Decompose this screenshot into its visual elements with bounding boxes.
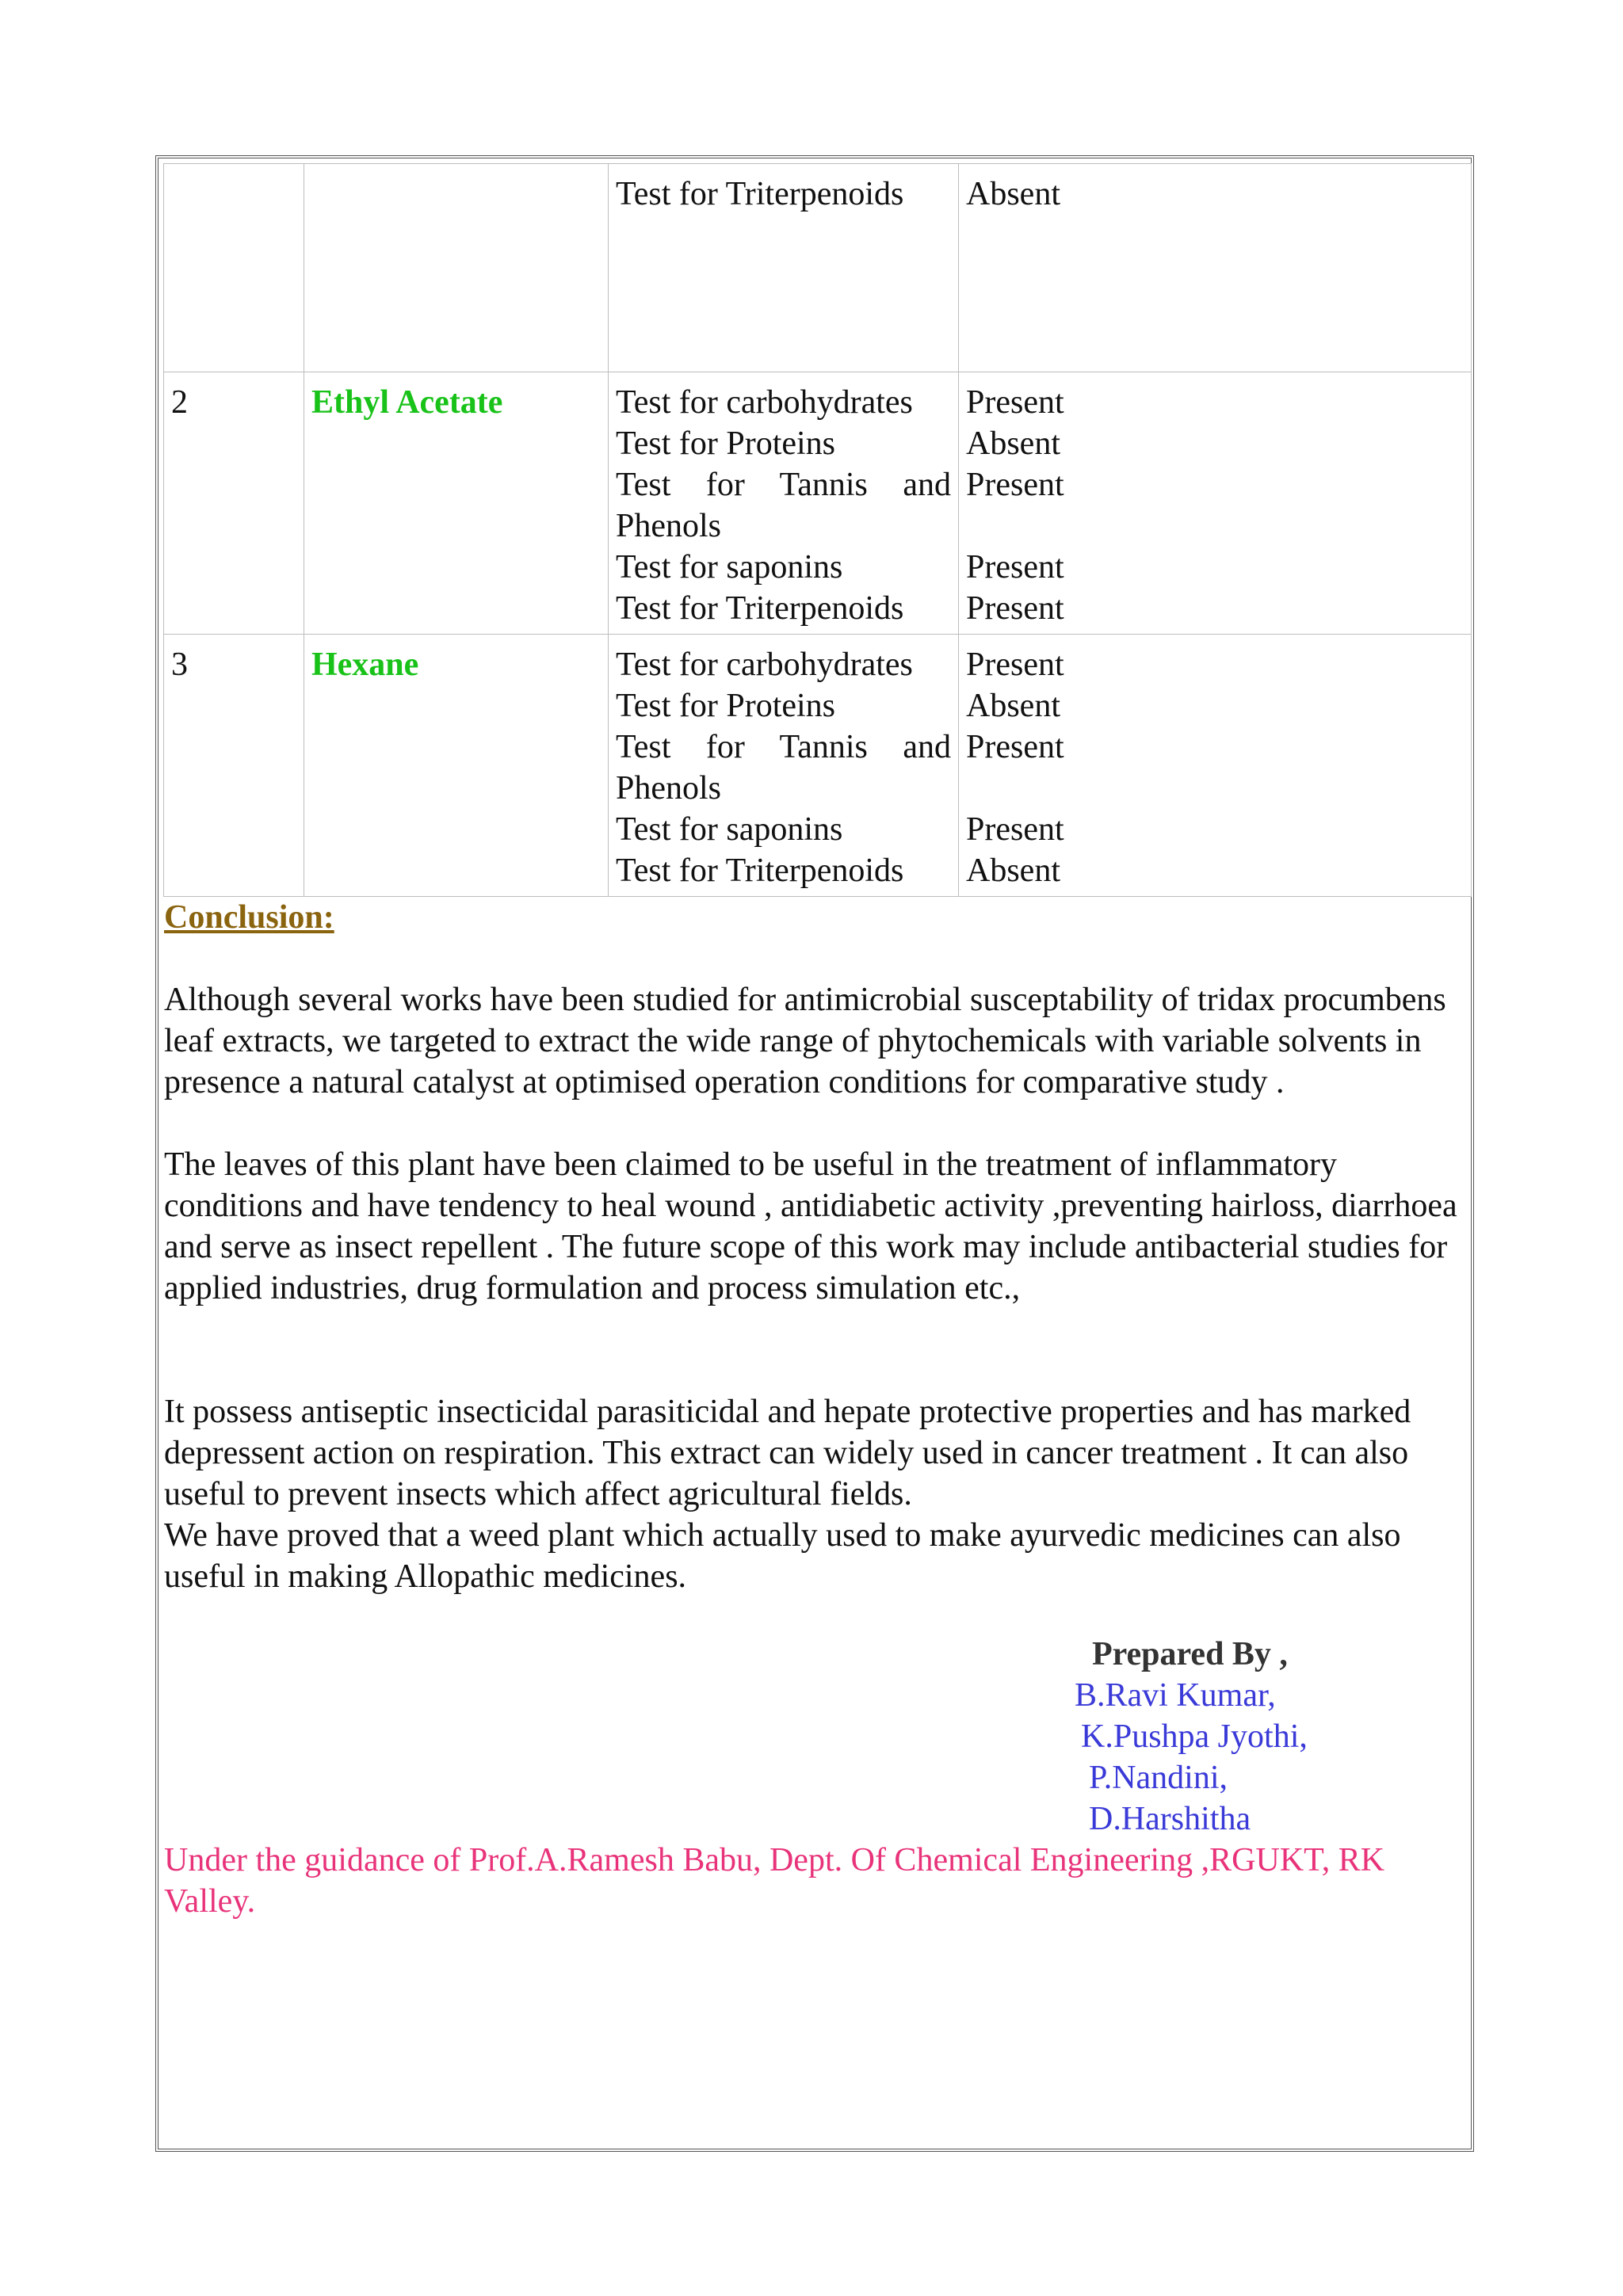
table-row — [164, 164, 1472, 372]
test-cell — [609, 635, 959, 897]
test-name: Phenols — [616, 770, 722, 807]
test-result — [966, 768, 1464, 809]
phytochemical-results-table — [163, 163, 1472, 897]
test-name: Test for Proteins — [616, 688, 836, 724]
test-result: Absent — [966, 852, 1060, 889]
test-result: Present — [966, 811, 1064, 848]
conclusion-paragraph: The leaves of this plant have been claimed to be useful in the treatment of inflammatory conditions and have tendency to heal wound , antidiabetic activity ,preventing hairloss, diarrhoea and serve as insect repellent . The future scope of this work may include antibacterial studies for applied industries, drug formulation and process simulation etc., — [164, 1146, 1457, 1306]
test-result: Absent — [966, 425, 1060, 462]
serial-number-cell: 2 — [164, 372, 304, 635]
test-result: Present — [966, 384, 1064, 421]
conclusion-paragraph: It possess antiseptic insecticidal parasiticidal and hepate protective properties and has marked depressent action on respiration. This extract can widely used in cancer treatment . It can also useful to prevent insects which affect agricultural fields. — [164, 1394, 1411, 1512]
test-result: Present — [966, 467, 1064, 503]
test-name: Test for Triterpenoids — [616, 176, 904, 212]
prepared-by-heading: Prepared By , — [1092, 1636, 1288, 1672]
conclusion-paragraph: We have proved that a weed plant which actually used to make ayurvedic medicines can also useful in making Allopathic medicines. — [164, 1517, 1401, 1595]
test-name: Test for Tannis and — [616, 729, 951, 765]
solvent-cell: Ethyl Acetate — [304, 372, 609, 635]
result-cell — [959, 372, 1472, 635]
result-cell — [959, 164, 1472, 372]
test-cell — [609, 372, 959, 635]
serial-number-cell: 3 — [164, 635, 304, 897]
test-name: Test for carbohydrates — [616, 646, 913, 683]
author-name: D.Harshitha — [1089, 1801, 1251, 1837]
table-row — [164, 372, 1472, 635]
test-result: Present — [966, 590, 1064, 627]
result-cell — [959, 635, 1472, 897]
author-name: B.Ravi Kumar, — [1075, 1677, 1276, 1714]
test-result: Present — [966, 549, 1064, 585]
serial-number-cell — [164, 164, 304, 372]
solvent-cell: Hexane — [304, 635, 609, 897]
test-result — [966, 505, 1464, 547]
author-name: K.Pushpa Jyothi, — [1081, 1718, 1308, 1755]
conclusion-heading: Conclusion: — [164, 899, 334, 936]
test-name: Test for saponins — [616, 811, 843, 848]
test-result: Absent — [966, 688, 1060, 724]
test-name: Test for Tannis and — [616, 467, 951, 503]
test-name: Test for carbohydrates — [616, 384, 913, 421]
test-result: Absent — [966, 176, 1060, 212]
test-name: Test for saponins — [616, 549, 843, 585]
solvent-cell — [304, 164, 609, 372]
author-name: P.Nandini, — [1089, 1760, 1228, 1796]
test-name: Test for Triterpenoids — [616, 852, 904, 889]
test-name: Test for Triterpenoids — [616, 590, 904, 627]
table-row — [164, 635, 1472, 897]
test-name: Phenols — [616, 508, 722, 544]
test-result: Present — [966, 729, 1064, 765]
guidance-note: Under the guidance of Prof.A.Ramesh Babu, Dept. Of Chemical Engineering ,RGUKT, RK Valley. — [164, 1842, 1385, 1920]
conclusion-paragraph: Although several works have been studied for antimicrobial susceptability of tridax procumbens leaf extracts, we targeted to extract the wide range of phytochemicals with variable solvents in presence a natural catalyst at optimised operation conditions for comparative study . — [164, 982, 1446, 1100]
test-name: Test for Proteins — [616, 425, 836, 462]
test-cell — [609, 164, 959, 372]
test-result: Present — [966, 646, 1064, 683]
